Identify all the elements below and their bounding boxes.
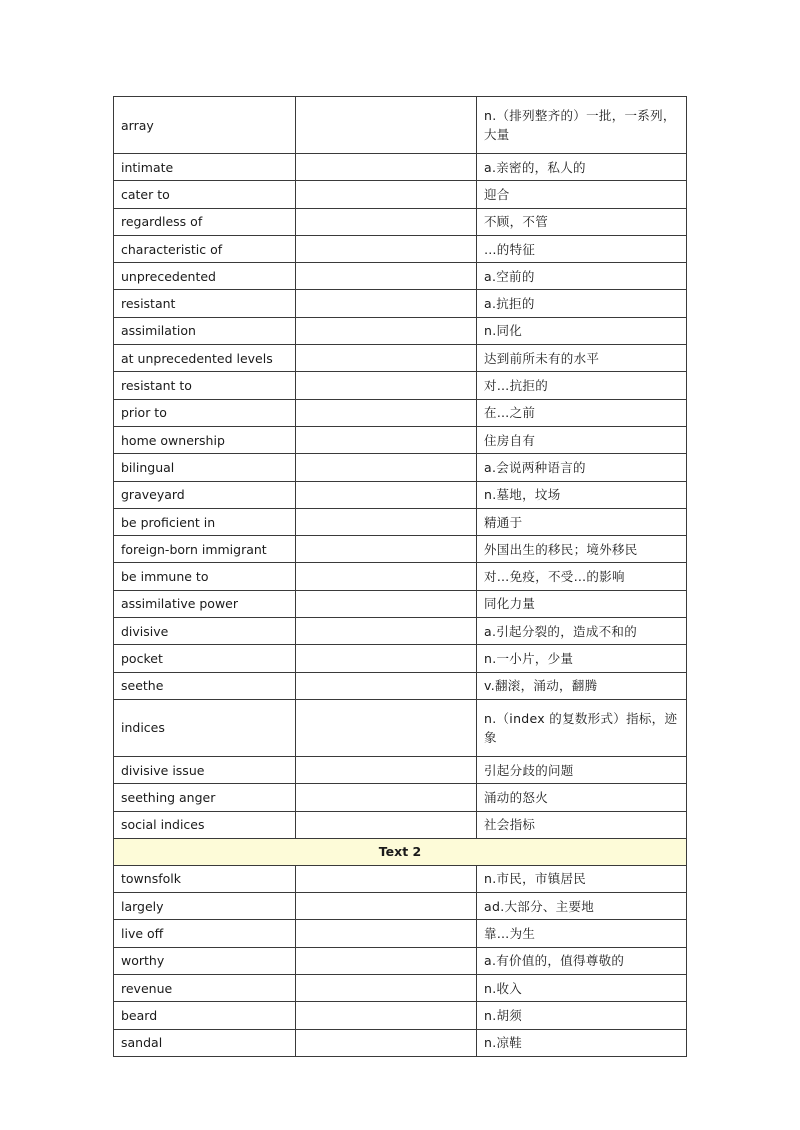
section-header-row bbox=[114, 838, 687, 865]
table-row bbox=[114, 645, 687, 672]
word-cell: assimilative power bbox=[114, 590, 296, 617]
word-cell: assimilation bbox=[114, 317, 296, 344]
meaning-cell: n.凉鞋 bbox=[477, 1029, 687, 1056]
word-cell: graveyard bbox=[114, 481, 296, 508]
table-row bbox=[114, 345, 687, 372]
meaning-cell: v.翻滚，涌动，翻腾 bbox=[477, 672, 687, 699]
meaning-cell: 迎合 bbox=[477, 181, 687, 208]
table-row bbox=[114, 181, 687, 208]
blank-cell bbox=[296, 893, 477, 920]
meaning-cell: ad.大部分、主要地 bbox=[477, 893, 687, 920]
meaning-cell: 住房自有 bbox=[477, 426, 687, 453]
word-cell: divisive issue bbox=[114, 756, 296, 783]
word-cell: indices bbox=[114, 699, 296, 756]
blank-cell bbox=[296, 235, 477, 262]
meaning-cell: 同化力量 bbox=[477, 590, 687, 617]
word-cell: unprecedented bbox=[114, 263, 296, 290]
table-row bbox=[114, 947, 687, 974]
blank-cell bbox=[296, 181, 477, 208]
blank-cell bbox=[296, 536, 477, 563]
blank-cell bbox=[296, 454, 477, 481]
meaning-cell: n.（排列整齐的）一批，一系列，大量 bbox=[477, 97, 687, 154]
blank-cell bbox=[296, 865, 477, 892]
blank-cell bbox=[296, 672, 477, 699]
meaning-cell: 对…免疫，不受…的影响 bbox=[477, 563, 687, 590]
word-cell: townsfolk bbox=[114, 865, 296, 892]
blank-cell bbox=[296, 699, 477, 756]
word-cell: intimate bbox=[114, 154, 296, 181]
meaning-cell: n.一小片，少量 bbox=[477, 645, 687, 672]
table-row bbox=[114, 920, 687, 947]
blank-cell bbox=[296, 618, 477, 645]
meaning-cell: 不顾，不管 bbox=[477, 208, 687, 235]
blank-cell bbox=[296, 975, 477, 1002]
table-row bbox=[114, 756, 687, 783]
blank-cell bbox=[296, 947, 477, 974]
meaning-cell: 引起分歧的问题 bbox=[477, 756, 687, 783]
meaning-cell: n.（index 的复数形式）指标，迹象 bbox=[477, 699, 687, 756]
table-row bbox=[114, 426, 687, 453]
word-cell: worthy bbox=[114, 947, 296, 974]
word-cell: cater to bbox=[114, 181, 296, 208]
word-cell: revenue bbox=[114, 975, 296, 1002]
word-cell: seething anger bbox=[114, 784, 296, 811]
word-cell: home ownership bbox=[114, 426, 296, 453]
table-row bbox=[114, 975, 687, 1002]
word-cell: be immune to bbox=[114, 563, 296, 590]
word-cell: sandal bbox=[114, 1029, 296, 1056]
table-row bbox=[114, 893, 687, 920]
blank-cell bbox=[296, 317, 477, 344]
meaning-cell: a.有价值的，值得尊敬的 bbox=[477, 947, 687, 974]
meaning-cell: n.同化 bbox=[477, 317, 687, 344]
meaning-cell: 对…抗拒的 bbox=[477, 372, 687, 399]
table-row bbox=[114, 235, 687, 262]
table-row bbox=[114, 672, 687, 699]
blank-cell bbox=[296, 920, 477, 947]
meaning-cell: n.市民，市镇居民 bbox=[477, 865, 687, 892]
table-row bbox=[114, 699, 687, 756]
blank-cell bbox=[296, 263, 477, 290]
table-row bbox=[114, 1029, 687, 1056]
table-row bbox=[114, 1002, 687, 1029]
blank-cell bbox=[296, 372, 477, 399]
table-row bbox=[114, 372, 687, 399]
word-cell: foreign-born immigrant bbox=[114, 536, 296, 563]
word-cell: social indices bbox=[114, 811, 296, 838]
table-row bbox=[114, 317, 687, 344]
section-header: Text 2 bbox=[114, 838, 687, 865]
word-cell: characteristic of bbox=[114, 235, 296, 262]
meaning-cell: a.亲密的，私人的 bbox=[477, 154, 687, 181]
word-cell: live off bbox=[114, 920, 296, 947]
meaning-cell: a.抗拒的 bbox=[477, 290, 687, 317]
word-cell: divisive bbox=[114, 618, 296, 645]
table-row bbox=[114, 618, 687, 645]
word-cell: prior to bbox=[114, 399, 296, 426]
table-row bbox=[114, 508, 687, 535]
blank-cell bbox=[296, 345, 477, 372]
meaning-cell: n.墓地，坟场 bbox=[477, 481, 687, 508]
meaning-cell: …的特征 bbox=[477, 235, 687, 262]
meaning-cell: 在…之前 bbox=[477, 399, 687, 426]
table-row bbox=[114, 536, 687, 563]
meaning-cell: a.引起分裂的，造成不和的 bbox=[477, 618, 687, 645]
table-row bbox=[114, 290, 687, 317]
table-row bbox=[114, 208, 687, 235]
blank-cell bbox=[296, 645, 477, 672]
table-row bbox=[114, 784, 687, 811]
meaning-cell: 涌动的怒火 bbox=[477, 784, 687, 811]
word-cell: bilingual bbox=[114, 454, 296, 481]
meaning-cell: 达到前所未有的水平 bbox=[477, 345, 687, 372]
blank-cell bbox=[296, 426, 477, 453]
blank-cell bbox=[296, 208, 477, 235]
word-cell: array bbox=[114, 97, 296, 154]
table-row bbox=[114, 263, 687, 290]
blank-cell bbox=[296, 1002, 477, 1029]
meaning-cell: 外国出生的移民；境外移民 bbox=[477, 536, 687, 563]
word-cell: pocket bbox=[114, 645, 296, 672]
blank-cell bbox=[296, 508, 477, 535]
blank-cell bbox=[296, 563, 477, 590]
table-row bbox=[114, 481, 687, 508]
word-cell: regardless of bbox=[114, 208, 296, 235]
meaning-cell: n.收入 bbox=[477, 975, 687, 1002]
meaning-cell: 靠…为生 bbox=[477, 920, 687, 947]
blank-cell bbox=[296, 1029, 477, 1056]
word-cell: largely bbox=[114, 893, 296, 920]
table-row bbox=[114, 811, 687, 838]
table-row bbox=[114, 590, 687, 617]
meaning-cell: 精通于 bbox=[477, 508, 687, 535]
blank-cell bbox=[296, 756, 477, 783]
word-cell: resistant bbox=[114, 290, 296, 317]
table-row bbox=[114, 97, 687, 154]
blank-cell bbox=[296, 154, 477, 181]
vocabulary-table-body bbox=[114, 97, 687, 1057]
word-cell: be proficient in bbox=[114, 508, 296, 535]
table-row bbox=[114, 154, 687, 181]
word-cell: resistant to bbox=[114, 372, 296, 399]
word-cell: at unprecedented levels bbox=[114, 345, 296, 372]
meaning-cell: 社会指标 bbox=[477, 811, 687, 838]
meaning-cell: a.空前的 bbox=[477, 263, 687, 290]
table-row bbox=[114, 563, 687, 590]
vocabulary-table bbox=[113, 96, 687, 1057]
table-row bbox=[114, 454, 687, 481]
meaning-cell: a.会说两种语言的 bbox=[477, 454, 687, 481]
blank-cell bbox=[296, 399, 477, 426]
table-row bbox=[114, 399, 687, 426]
blank-cell bbox=[296, 481, 477, 508]
blank-cell bbox=[296, 784, 477, 811]
blank-cell bbox=[296, 590, 477, 617]
word-cell: beard bbox=[114, 1002, 296, 1029]
table-row bbox=[114, 865, 687, 892]
word-cell: seethe bbox=[114, 672, 296, 699]
blank-cell bbox=[296, 290, 477, 317]
blank-cell bbox=[296, 97, 477, 154]
meaning-cell: n.胡须 bbox=[477, 1002, 687, 1029]
blank-cell bbox=[296, 811, 477, 838]
